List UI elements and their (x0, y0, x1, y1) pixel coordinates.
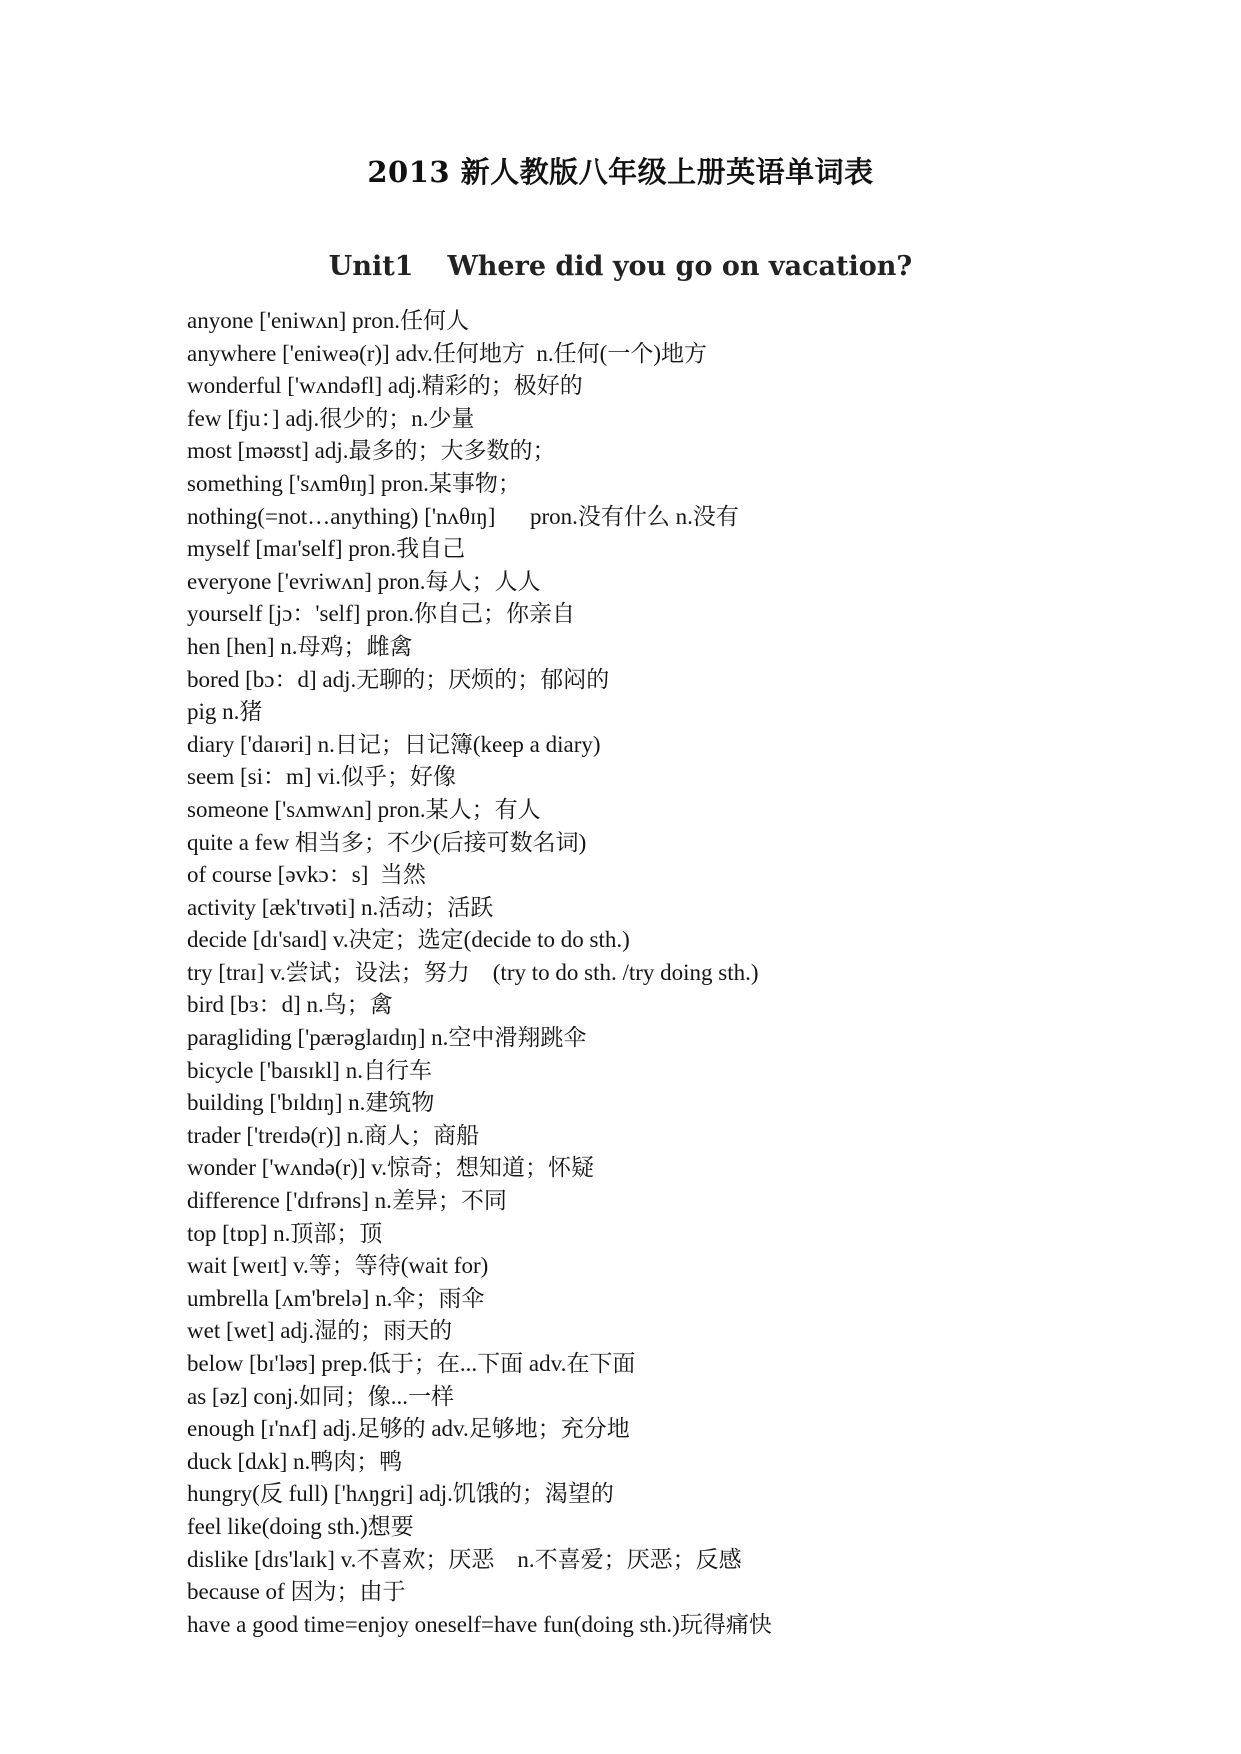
vocabulary-entry: of course [əvkɔ：s] 当然 (187, 862, 426, 888)
vocabulary-entry: everyone ['evriwʌn] pron.每人；人人 (187, 568, 541, 594)
vocabulary-entry: diary ['daɪəri] n.日记；日记簿(keep a diary) (187, 731, 601, 757)
vocabulary-entry: seem [si：m] vi.似乎；好像 (187, 764, 456, 790)
vocabulary-entry: activity [æk'tɪvəti] n.活动；活跃 (187, 894, 494, 920)
vocabulary-entry: have a good time=enjoy oneself=have fun(doing sth.)玩得痛快 (187, 1611, 772, 1637)
vocabulary-entry: difference ['dɪfrəns] n.差异；不同 (187, 1188, 507, 1214)
vocabulary-entry: myself [maɪ'self] pron.我自己 (187, 536, 466, 562)
vocabulary-entry: something ['sʌmθɪŋ] pron.某事物； (187, 470, 521, 496)
vocabulary-entry: anyone ['eniwʌn] pron.任何人 (187, 308, 469, 333)
unit-title: Where did you go on vacation? (447, 251, 913, 282)
vocabulary-entry: wet [wet] adj.湿的；雨天的 (187, 1318, 453, 1344)
vocabulary-entry: quite a few 相当多；不少(后接可数名词) (187, 829, 587, 855)
document-title: 2013 新人教版八年级上册英语单词表 (367, 155, 874, 189)
unit-label: Unit1 (328, 251, 414, 282)
vocabulary-entry: trader ['treɪdə(r)] n.商人；商船 (187, 1122, 480, 1148)
vocabulary-entry: below [bɪ'ləʊ] prep.低于；在...下面 adv.在下面 (187, 1351, 636, 1376)
vocabulary-entry: top [tɒp] n.顶部；顶 (187, 1220, 383, 1246)
vocabulary-entry: wonderful ['wʌndəfl] adj.精彩的；极好的 (187, 373, 583, 399)
vocabulary-entry: most [məʊst] adj.最多的；大多数的； (187, 438, 556, 464)
vocabulary-entry: dislike [dɪs'laɪk] v.不喜欢；厌恶 n.不喜爱；厌恶；反感 (187, 1546, 742, 1572)
vocabulary-entry: building ['bɪldɪŋ] n.建筑物 (187, 1090, 435, 1116)
vocabulary-entry: as [əz] conj.如同；像...一样 (187, 1383, 454, 1409)
vocabulary-entry: umbrella [ʌm'brelə] n.伞；雨伞 (187, 1285, 485, 1311)
vocabulary-entry: anywhere ['eniweə(r)] adv.任何地方 n.任何(一个)地方 (187, 340, 707, 366)
vocabulary-entry: pig n.猪 (187, 699, 263, 725)
vocabulary-entry: try [traɪ] v.尝试；设法；努力 (try to do sth. /try doing sth.) (187, 959, 759, 985)
vocabulary-entry: enough [ɪ'nʌf] adj.足够的 adv.足够地；充分地 (187, 1416, 630, 1442)
vocabulary-entry: decide [dɪ'saɪd] v.决定；选定(decide to do sth.) (187, 927, 630, 953)
vocabulary-entry: hungry(反 full) ['hʌŋgri] adj.饥饿的；渴望的 (187, 1481, 614, 1507)
vocabulary-entry: nothing(=not…anything) ['nʌθɪŋ] pron.没有什么 n.没有 (187, 503, 739, 529)
vocabulary-entry: yourself [jɔ：'self] pron.你自己；你亲自 (187, 601, 576, 627)
vocabulary-entry: someone ['sʌmwʌn] pron.某人；有人 (187, 796, 541, 822)
vocabulary-entry: wonder ['wʌndə(r)] v.惊奇；想知道；怀疑 (187, 1155, 594, 1181)
vocabulary-entry: hen [hen] n.母鸡；雌禽 (187, 633, 413, 659)
vocabulary-entry: duck [dʌk] n.鸭肉；鸭 (187, 1448, 403, 1474)
vocabulary-list (187, 305, 1147, 1641)
vocabulary-entry: because of 因为；由于 (187, 1579, 406, 1605)
vocabulary-entry: feel like(doing sth.)想要 (187, 1513, 414, 1539)
vocabulary-entry: wait [weɪt] v.等；等待(wait for) (187, 1253, 489, 1279)
vocabulary-entry: paragliding ['pærəglaɪdɪŋ] n.空中滑翔跳伞 (187, 1025, 587, 1051)
vocabulary-entry: few [fju：] adj.很少的；n.少量 (187, 405, 475, 431)
unit-heading (0, 248, 1241, 286)
vocabulary-entry: bored [bɔ：d] adj.无聊的；厌烦的；郁闷的 (187, 666, 610, 692)
vocabulary-entry: bird [bɜ：d] n.鸟；禽 (187, 992, 393, 1018)
vocabulary-entry: bicycle ['baɪsɪkl] n.自行车 (187, 1057, 432, 1083)
